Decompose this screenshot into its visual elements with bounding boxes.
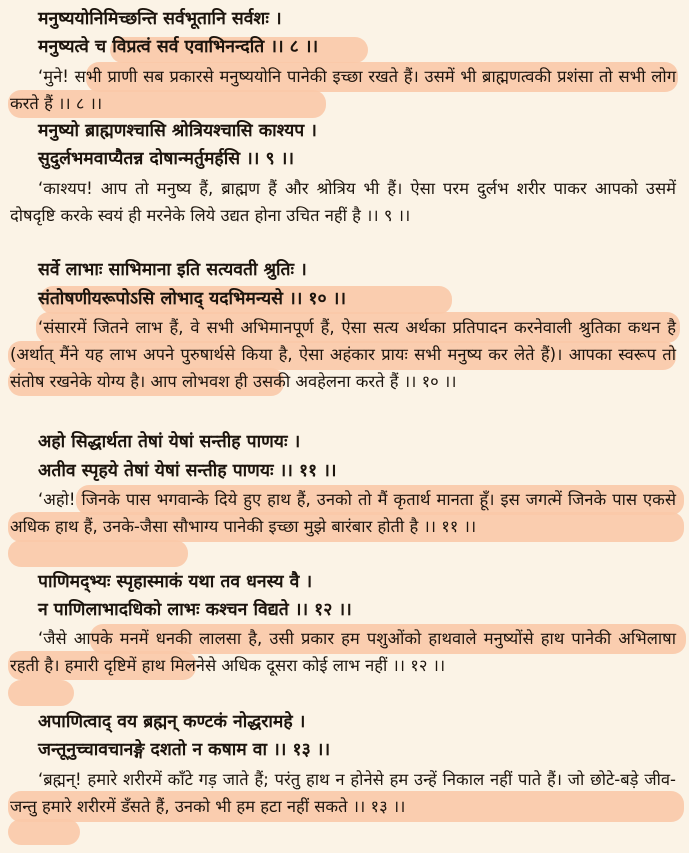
verse-translation: ‘अहो! जिनके पास भगवान्के दिये हुए हाथ हैं, उनको तो मैं कृतार्थ मानता हूँ। इस जगत्में जिनके पास एकसे अधिक हाथ हैं, उनके-जैसा सौभाग्य पानेकी इच्छा मुझे बारंबार होती है ।। ११ ।। — [10, 490, 676, 536]
verse-line: अपाणित्वाद् वय ब्रह्मन् कण्टकं नोद्धरामहे । — [38, 712, 306, 732]
highlight-mark — [8, 540, 188, 567]
verse-line: पाणिमद्भ्यः स्पृहास्माकं यथा तव धनस्य वै । — [38, 572, 313, 592]
verse-line: जन्तूनुच्चावचानङ्गे दशतो न कषाम वा ।। १३ ।। — [38, 740, 331, 760]
verse-translation: ‘काश्यप! आप तो मनुष्य हैं, ब्राह्मण हैं और श्रोत्रिय भी हैं। ऐसा परम दुर्लभ शरीर पाकर आपको उसमें दोषदृष्टि करके स्वयं ही मरनेके लिये उद्यत होना उचित नहीं है ।। ९ ।। — [10, 179, 676, 225]
verse-translation: ‘जैसे आपके मनमें धनकी लालसा है, उसी प्रकार हम पशुओंको हाथवाले मनुष्योंसे हाथ पानेकी अभिलाषा रहती है। हमारी दृष्टिमें हाथ मिलनेसे अधिक दूसरा कोई लाभ नहीं ।। १२ ।। — [10, 629, 676, 675]
verse-line: अतीव स्पृहये तेषां येषां सन्तीह पाणयः ।। ११ ।। — [38, 461, 337, 481]
highlight-mark — [8, 819, 80, 845]
verse-line: मनुष्ययोनिमिच्छन्ति सर्वभूतानि सर्वशः । — [38, 9, 282, 29]
verse-line: सुदुर्लभमवाप्यैतन्न दोषान्मर्तुमर्हसि ।। ९ ।। — [38, 149, 294, 169]
verse-translation: ‘संसारमें जितने लाभ हैं, वे सभी अभिमानपूर्ण हैं, ऐसा सत्य अर्थका प्रतिपादन करनेवाली श्रुतिका कथन है (अर्थात् मैंने यह लाभ अपने पुरुषार्थसे किया है, ऐसा अहंकार प्रायः सभी मनुष्य कर लेते हैं)। आपका स्वरूप तो संतोष रखनेके योग्य है। आप लोभवश ही उसकी अवहेलना करते हैं ।। १० ।। — [10, 318, 676, 391]
verse-line: सर्वे लाभाः साभिमाना इति सत्यवती श्रुतिः । — [38, 260, 307, 280]
verse-line: न पाणिलाभादधिको लाभः कश्चन विद्यते ।। १२ ।। — [38, 600, 352, 620]
highlight-mark — [8, 680, 74, 706]
verse-translation: ‘ब्रह्मन्! हमारे शरीरमें काँटे गड़ जाते हैं; परंतु हाथ न होनेसे हम उन्हें निकाल नहीं पाते हैं। जो छोटे-बड़े जीव-जन्तु हमारे शरीरमें डँसते हैं, उनको भी हम हटा नहीं सकते ।। १३ ।। — [10, 770, 676, 816]
verse-line: मनुष्यो ब्राह्मणश्चासि श्रोत्रियश्चासि काश्यप । — [38, 121, 317, 141]
verse-line: संतोषणीयरूपोऽसि लोभाद् यदभिमन्यसे ।। १० ।। — [38, 289, 346, 309]
verse-line: मनुष्यत्वे च विप्रत्वं सर्व एवाभिनन्दति ।। ८ ।। — [38, 37, 319, 57]
verse-translation: ‘मुने! सभी प्राणी सब प्रकारसे मनुष्ययोनि पानेकी इच्छा रखते हैं। उसमें भी ब्राह्मणत्वकी प्रशंसा तो सभी लोग करते हैं ।। ८ ।। — [10, 67, 676, 113]
verse-line: अहो सिद्धार्थता तेषां येषां सन्तीह पाणयः । — [38, 432, 301, 452]
